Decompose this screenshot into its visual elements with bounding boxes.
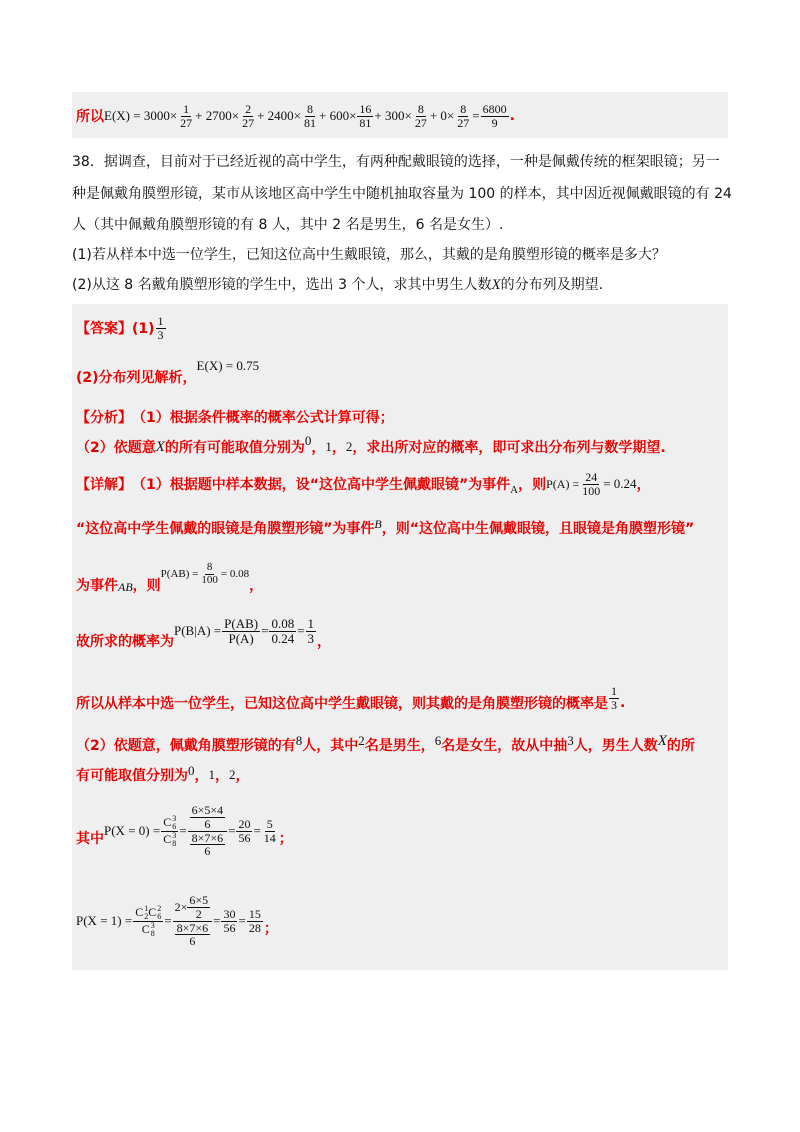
fraction-15-28: $\frac{15}{28}$ [248, 906, 261, 935]
question-block [72, 146, 732, 300]
detail-line-5: 所以从样本中选一位学生，已知这位高中学生戴眼镜，则其戴的是角膜塑形镜的概率是 $\frac{1}{3}$ . [76, 683, 626, 712]
fraction-term-3: $\frac{8}{81}$ [304, 101, 316, 130]
expectation-line: 所以 E(X) = 3000× $\frac{1}{27}$ + 2700× $\frac{2}{27}$ + 2400× $\frac{8}{81}$ + 600× $\frac{16}{81}$ + 300× $\frac{8}{27}$ + 0× $\frac{8}{27}$ = $\frac{6800}{9}$ . [76, 101, 515, 130]
question-line-1: 38．据调查，目前对于已经近视的高中学生，有两种配戴眼镜的选择，一种是佩戴传统的框架眼镜；另一 [72, 154, 720, 170]
fraction-term-6: $\frac{8}{27}$ [457, 101, 470, 130]
detail-fraction-third: $\frac{1}{3}$ [307, 615, 315, 646]
fraction-term-2: $\frac{2}{27}$ [242, 101, 255, 130]
answer-line-2: (2)分布列见解析， E(X) = 0.75 [76, 358, 260, 386]
fraction-30-56: $\frac{30}{56}$ [223, 906, 236, 935]
fraction-term-1: $\frac{1}{27}$ [180, 101, 193, 130]
detail-line-2: “这位高中学生佩戴的眼镜是角膜塑形镜”为事件 B ，则“这位高中生佩戴眼镜，且眼镜是角膜塑形镜” [76, 516, 695, 537]
combination-fraction-x0: C 3 6 C 3 8 [163, 813, 177, 848]
compound-fraction-x1: 2× $\frac{6\times 5}{2}$ $\frac{8\times 7\times 6}{6}$ [173, 894, 213, 947]
compound-fraction-x0: $\frac{\frac{6\times 5\times 4}{6}}{\frac{8\times 7\times 6}{6}}$ [188, 804, 228, 857]
prefix-text: 所以 [76, 109, 104, 125]
detail-fraction-conditional: $\frac{P(AB)}{P(A)}$ [224, 615, 259, 646]
detail-line-4: 故所求的概率为 P(B|A) = $\frac{P(AB)}{P(A)}$ = $\frac{0.08}{0.24}$ = $\frac{1}{3}$ ， [76, 615, 332, 650]
fraction-result: $\frac{6800}{9}$ [482, 101, 507, 130]
combination-fraction-x1: C 1 2 C 2 6 C 3 8 [135, 903, 162, 938]
question-part-2: (2)从这 8 名戴角膜塑形镜的学生中，选出 3 个人，求其中男生人数X的分布列及期望. [72, 277, 604, 293]
answer-line-1: 【答案】(1) $\frac{1}{3}$ [76, 313, 164, 342]
probability-x1-line: P(X = 1) = C 1 2 C 2 6 C 3 8 = 2× $\frac{6\times 5}{2}$ $\frac{8\times 7\times 6}{6}$ = $\frac{30}{56}$ = $\frac{15}{28}$ ； [76, 893, 278, 949]
detail-line-7: 有可能取值分别为 0 ， 1 ， 2 ， [76, 763, 250, 784]
probability-x0-line: 其中 P(X = 0) = C 3 6 C 3 8 = $\frac{\frac{6\times 5\times 4}{6}}{\frac{8\times 7\times 6}{6}}$ = $\frac{20}{56}$ = $\frac{5}{14}$ ； [76, 803, 293, 859]
analysis-line-2: （2）依题意 X 的所有可能取值分别为 0 ， 1 ， 2 ，求出所对应的概率，即可求出分布列与数学期望. [76, 433, 666, 456]
answer-fraction: $\frac{1}{3}$ [157, 313, 164, 342]
analysis-line-1: 【分析】 （1）根据条件概率的概率公式计算可得； [76, 410, 394, 426]
expectation-lhs: E(X) = 3000× [104, 108, 178, 123]
detail-fraction-pa: $\frac{24}{100}$ [582, 469, 601, 498]
question-line-2: 种是佩戴角膜塑形镜，某市从该地区高中学生中随机抽取容量为 100 的样本，其中因近视佩戴眼镜的有 24 [72, 186, 732, 202]
detail-fraction-decimal: $\frac{0.08}{0.24}$ [271, 615, 295, 646]
detail-fraction-final: $\frac{1}{3}$ [611, 683, 617, 712]
fraction-20-56: $\frac{20}{56}$ [238, 816, 251, 845]
fraction-term-5: $\frac{8}{27}$ [414, 101, 427, 130]
question-part-1: (1)若从样本中选一位学生，已知这位高中生戴眼镜，那么，其戴的是角膜塑形镜的概率是多大？ [72, 247, 666, 263]
fraction-term-4: $\frac{16}{81}$ [359, 101, 372, 130]
fraction-5-14: $\frac{5}{14}$ [263, 816, 276, 845]
detail-fraction-pab: $\frac{8}{100}$ [201, 560, 218, 586]
detail-line-1: 【详解】 （1）根据题中样本数据，设“这位高中学生佩戴眼镜”为事件 A ，则 P(A) = $\frac{24}{100}$ = 0.24 ， [76, 469, 651, 498]
detail-line-3: 为事件 AB ，则 P(AB) = $\frac{8}{100}$ = 0.08 ， [76, 560, 264, 594]
detail-line-6: （2）依题意，佩戴角膜塑形镜的有 8 人，其中 2 名是男生， 6 名是女生，故从中抽 3 人，男生人数 X 的所 [76, 732, 695, 754]
question-line-3: 人（其中佩戴角膜塑形镜的有 8 人，其中 2 名是男生，6 名是女生）. [72, 217, 504, 233]
